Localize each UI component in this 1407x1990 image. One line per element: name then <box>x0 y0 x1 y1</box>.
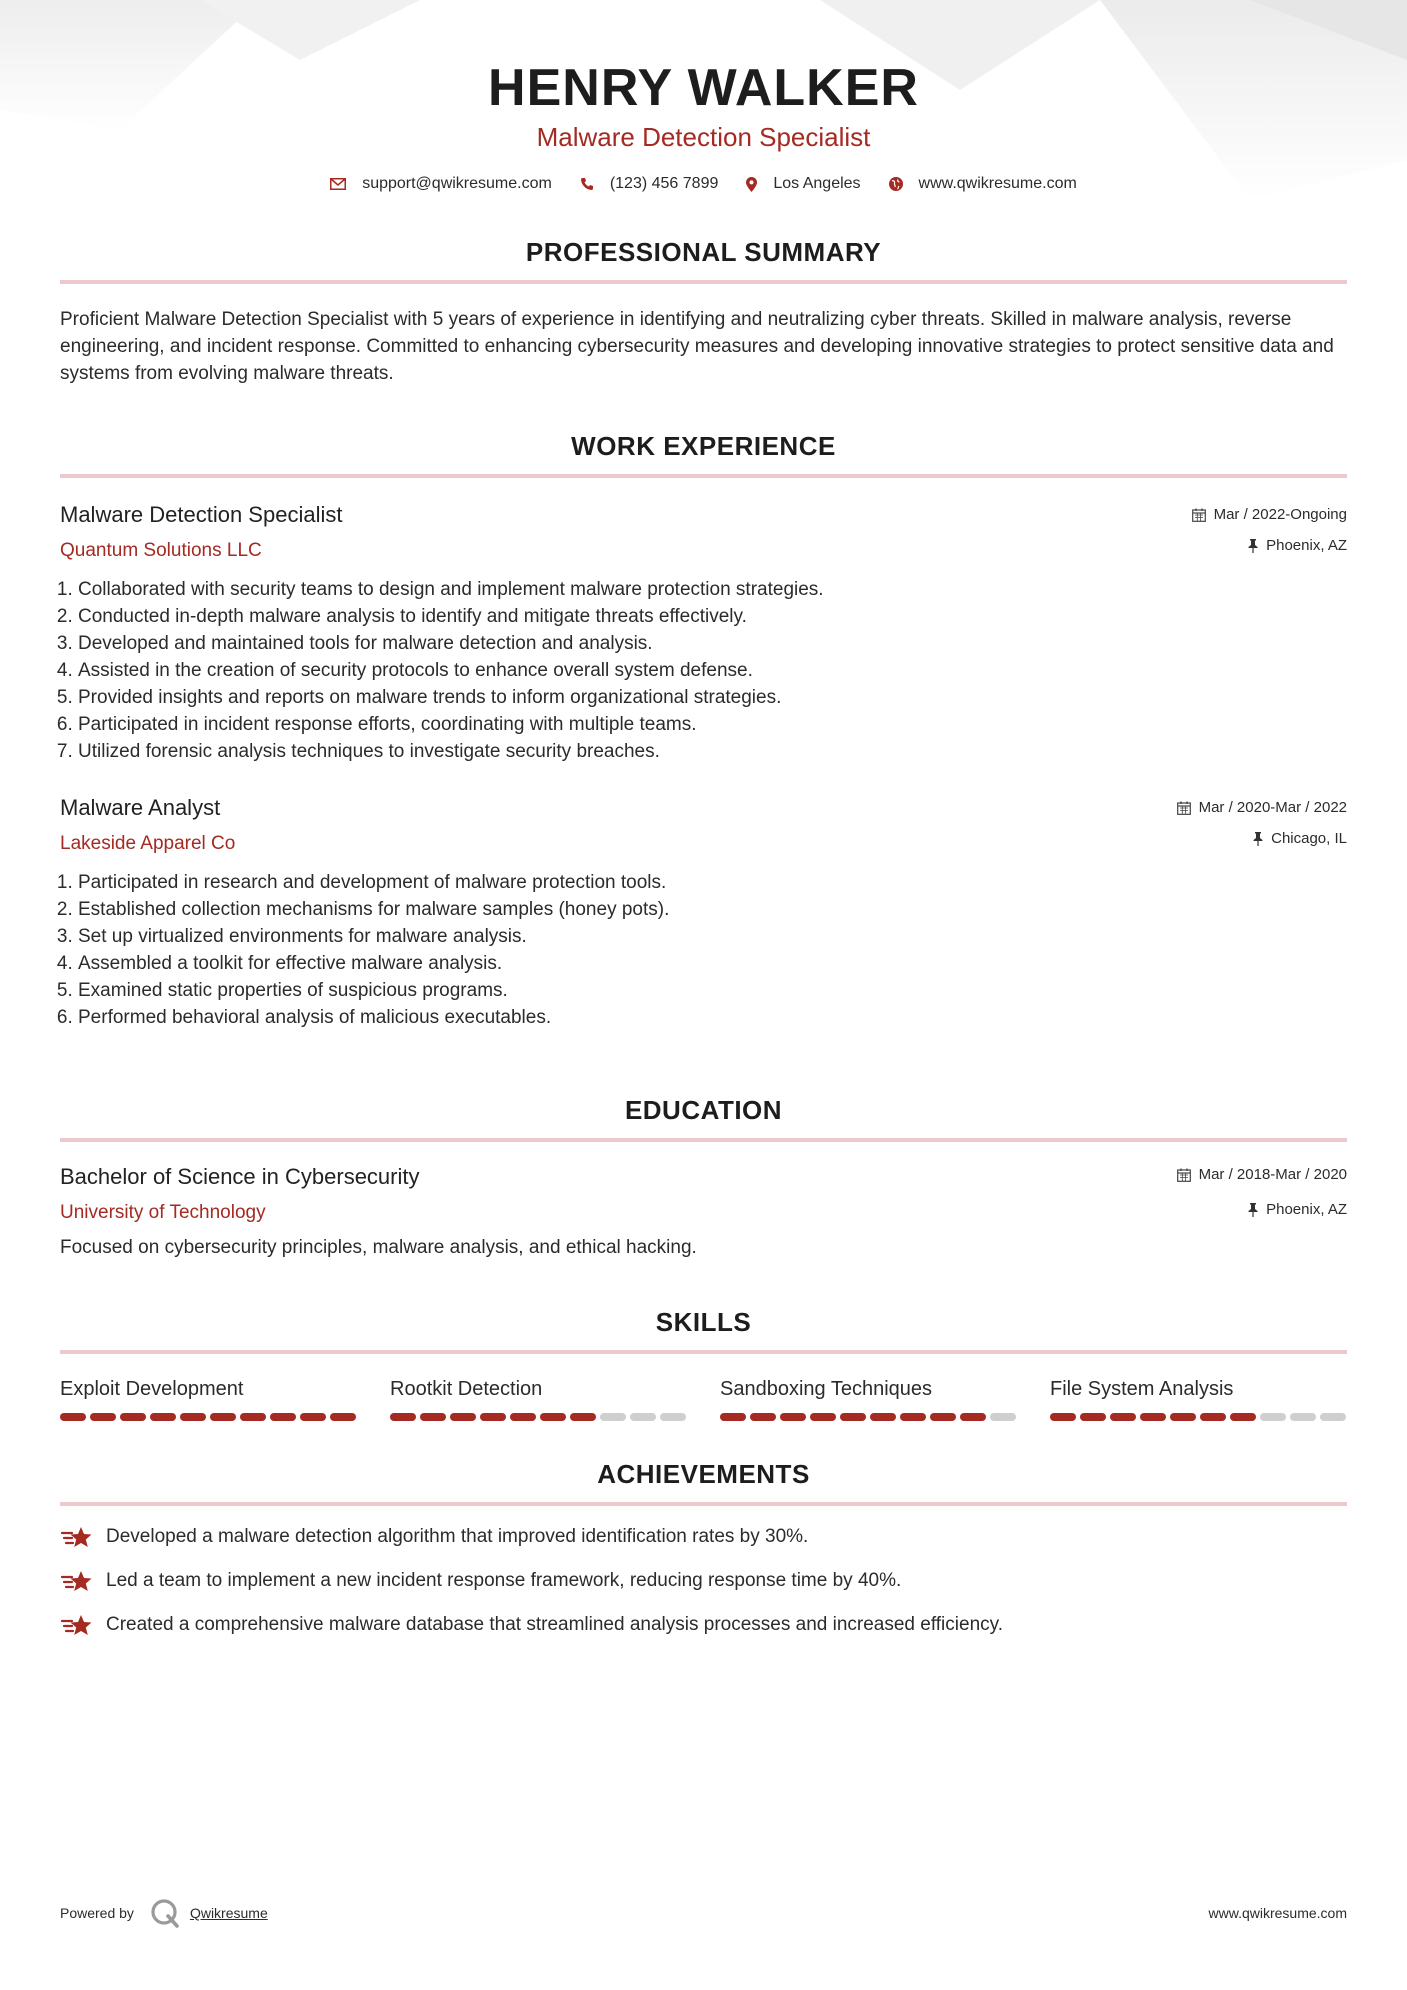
skill-dot-empty <box>630 1413 656 1421</box>
list-item: 5. Examined static properties of suspicious programs. <box>78 977 1347 1004</box>
contact-website[interactable] <box>889 175 1077 193</box>
job-entry <box>60 795 1347 1031</box>
skill-rating <box>60 1413 360 1421</box>
skill-item <box>720 1378 1020 1421</box>
experience-section <box>60 431 1347 1031</box>
list-item: 2. Established collection mechanisms for malware samples (honey pots). <box>78 896 1347 923</box>
calendar-icon <box>1177 1168 1191 1182</box>
education-degree: Bachelor of Science in Cybersecurity <box>60 1164 420 1189</box>
skill-dot-filled <box>570 1413 596 1421</box>
skill-dot-filled <box>900 1413 926 1421</box>
education-description: Focused on cybersecurity principles, malware analysis, and ethical hacking. <box>60 1237 697 1258</box>
experience-heading: WORK EXPERIENCE <box>571 431 836 461</box>
skill-dot-filled <box>90 1413 116 1421</box>
education-location <box>1177 1201 1347 1218</box>
skill-dot-filled <box>930 1413 956 1421</box>
section-divider <box>60 1350 1347 1354</box>
skill-dot-filled <box>1170 1413 1196 1421</box>
skill-dot-filled <box>450 1413 476 1421</box>
achievements-section <box>60 1459 1347 1638</box>
list-item: 1. Participated in research and development of malware protection tools. <box>78 869 1347 896</box>
skill-dot-empty <box>660 1413 686 1421</box>
skill-dot-filled <box>390 1413 416 1421</box>
job-title: Malware Detection Specialist <box>60 502 343 527</box>
email-text: support@qwikresume.com <box>362 175 552 192</box>
skill-dot-filled <box>180 1413 206 1421</box>
map-pin-icon <box>746 177 757 192</box>
list-item: 2. Conducted in-depth malware analysis to identify and mitigate threats effectively. <box>78 603 1347 630</box>
job-location-text: Phoenix, AZ <box>1266 537 1347 554</box>
list-item: 6. Participated in incident response efforts, coordinating with multiple teams. <box>78 711 1347 738</box>
skill-dot-filled <box>1230 1413 1256 1421</box>
section-divider <box>60 1502 1347 1506</box>
phone-icon <box>580 177 594 191</box>
skill-dot-filled <box>1080 1413 1106 1421</box>
candidate-name: HENRY WALKER <box>488 59 919 117</box>
calendar-icon <box>1192 508 1206 522</box>
page-footer <box>60 1898 1347 1928</box>
powered-by-label: Powered by <box>60 1905 134 1921</box>
list-item: 3. Developed and maintained tools for malware detection and analysis. <box>78 630 1347 657</box>
contact-location <box>746 175 860 193</box>
phone-text: (123) 456 7899 <box>609 175 719 192</box>
section-divider <box>60 280 1347 284</box>
summary-section <box>60 237 1347 387</box>
section-divider <box>60 474 1347 478</box>
skill-dot-filled <box>150 1413 176 1421</box>
resume-header <box>60 0 1347 193</box>
education-section <box>60 1095 1347 1261</box>
achievement-item <box>60 1612 1347 1638</box>
skill-dot-empty <box>1290 1413 1316 1421</box>
skill-item <box>390 1378 690 1421</box>
list-item: 4. Assisted in the creation of security protocols to enhance overall system defense. <box>78 657 1347 684</box>
education-meta <box>1177 1164 1347 1218</box>
achievements-list <box>60 1524 1347 1638</box>
skill-dot-filled <box>1140 1413 1166 1421</box>
skill-item <box>60 1378 360 1421</box>
qwikresume-logo-icon <box>150 1898 180 1928</box>
skill-name: File System Analysis <box>1050 1378 1234 1400</box>
calendar-icon <box>1177 801 1191 815</box>
skill-dot-filled <box>480 1413 506 1421</box>
job-dates-text: Mar / 2022-Ongoing <box>1213 506 1347 523</box>
skill-dot-empty <box>1320 1413 1346 1421</box>
skill-dot-filled <box>510 1413 536 1421</box>
skill-dot-filled <box>330 1413 356 1421</box>
skill-dot-filled <box>960 1413 986 1421</box>
job-responsibilities <box>60 576 1347 765</box>
job-company: Quantum Solutions LLC <box>60 540 262 561</box>
achievements-heading: ACHIEVEMENTS <box>597 1459 810 1489</box>
achievement-text: Developed a malware detection algorithm that improved identification rates by 30%. <box>106 1526 809 1547</box>
contact-email[interactable] <box>330 175 552 193</box>
skill-dot-filled <box>60 1413 86 1421</box>
education-dates-text: Mar / 2018-Mar / 2020 <box>1198 1166 1347 1183</box>
website-text: www.qwikresume.com <box>918 175 1077 192</box>
skill-dot-filled <box>300 1413 326 1421</box>
job-responsibilities <box>60 869 1347 1031</box>
education-entry <box>60 1164 1347 1261</box>
job-dates <box>1192 506 1347 523</box>
qwikresume-link[interactable]: Qwikresume <box>189 1905 268 1921</box>
skill-dot-filled <box>240 1413 266 1421</box>
achievement-text: Led a team to implement a new incident response framework, reducing response time by 40%. <box>106 1570 902 1591</box>
skill-dot-filled <box>1200 1413 1226 1421</box>
list-item: 5. Provided insights and reports on malware trends to inform organizational strategies. <box>78 684 1347 711</box>
skill-dot-empty <box>990 1413 1016 1421</box>
footer-branding <box>60 1898 268 1928</box>
education-dates <box>1177 1166 1347 1183</box>
shooting-star-icon <box>60 1568 94 1594</box>
list-item: 4. Assembled a toolkit for effective malware analysis. <box>78 950 1347 977</box>
skill-dot-filled <box>780 1413 806 1421</box>
skill-dot-empty <box>600 1413 626 1421</box>
job-company: Lakeside Apparel Co <box>60 833 236 854</box>
envelope-icon <box>330 178 346 190</box>
skill-name: Sandboxing Techniques <box>720 1378 933 1400</box>
skill-item <box>1050 1378 1350 1421</box>
skills-heading: SKILLS <box>655 1307 752 1337</box>
list-item: 1. Collaborated with security teams to design and implement malware protection strategies. <box>78 576 1347 603</box>
skill-dot-filled <box>810 1413 836 1421</box>
list-item: 3. Set up virtualized environments for malware analysis. <box>78 923 1347 950</box>
contact-bar <box>60 175 1347 193</box>
pushpin-icon <box>1248 539 1258 553</box>
skill-dot-filled <box>870 1413 896 1421</box>
summary-heading: PROFESSIONAL SUMMARY <box>525 237 882 267</box>
skill-dot-filled <box>720 1413 746 1421</box>
job-location <box>1177 830 1347 847</box>
skill-rating <box>1050 1413 1350 1421</box>
shooting-star-icon <box>60 1524 94 1550</box>
skill-dot-filled <box>120 1413 146 1421</box>
skill-name: Rootkit Detection <box>390 1378 543 1400</box>
pushpin-icon <box>1253 832 1263 846</box>
education-location-text: Phoenix, AZ <box>1266 1201 1347 1218</box>
skill-dot-filled <box>540 1413 566 1421</box>
skill-dot-filled <box>1050 1413 1076 1421</box>
section-divider <box>60 1138 1347 1142</box>
job-title: Malware Analyst <box>60 795 221 820</box>
skills-list <box>60 1378 1347 1421</box>
list-item: 6. Performed behavioral analysis of malicious executables. <box>78 1004 1347 1031</box>
achievement-text: Created a comprehensive malware database that streamlined analysis processes and increased efficiency. <box>106 1614 1003 1635</box>
contact-phone[interactable] <box>580 175 719 193</box>
job-meta <box>1192 502 1347 554</box>
skill-dot-empty <box>1260 1413 1286 1421</box>
job-dates <box>1177 799 1347 816</box>
candidate-title: Malware Detection Specialist <box>536 122 871 152</box>
skill-dot-filled <box>210 1413 236 1421</box>
globe-icon <box>889 177 903 191</box>
skill-dot-filled <box>1110 1413 1136 1421</box>
skills-section <box>60 1307 1347 1421</box>
skill-dot-filled <box>420 1413 446 1421</box>
shooting-star-icon <box>60 1612 94 1638</box>
skill-dot-filled <box>750 1413 776 1421</box>
achievement-item <box>60 1524 1347 1550</box>
achievement-item <box>60 1568 1347 1594</box>
job-location <box>1192 537 1347 554</box>
pushpin-icon <box>1248 1203 1258 1217</box>
skill-dot-filled <box>840 1413 866 1421</box>
summary-text: Proficient Malware Detection Specialist with 5 years of experience in identifying and neutralizing cyber threats. Skilled in malware analysis, reverse engineering, and incident response. Committed to enhancing cybersecurity measures and developing innovative strategies to protect sensitive data and systems from evolving malware threats. <box>60 309 1334 384</box>
list-item: 7. Utilized forensic analysis techniques to investigate security breaches. <box>78 738 1347 765</box>
job-entry <box>60 502 1347 765</box>
job-location-text: Chicago, IL <box>1271 830 1347 847</box>
skill-dot-filled <box>270 1413 296 1421</box>
location-text: Los Angeles <box>773 175 861 192</box>
education-heading: EDUCATION <box>624 1095 783 1125</box>
skill-rating <box>390 1413 690 1421</box>
footer-website[interactable]: www.qwikresume.com <box>1208 1905 1347 1921</box>
job-meta <box>1177 795 1347 847</box>
skill-name: Exploit Development <box>60 1378 244 1400</box>
job-dates-text: Mar / 2020-Mar / 2022 <box>1198 799 1347 816</box>
education-school: University of Technology <box>60 1202 266 1223</box>
skill-rating <box>720 1413 1020 1421</box>
